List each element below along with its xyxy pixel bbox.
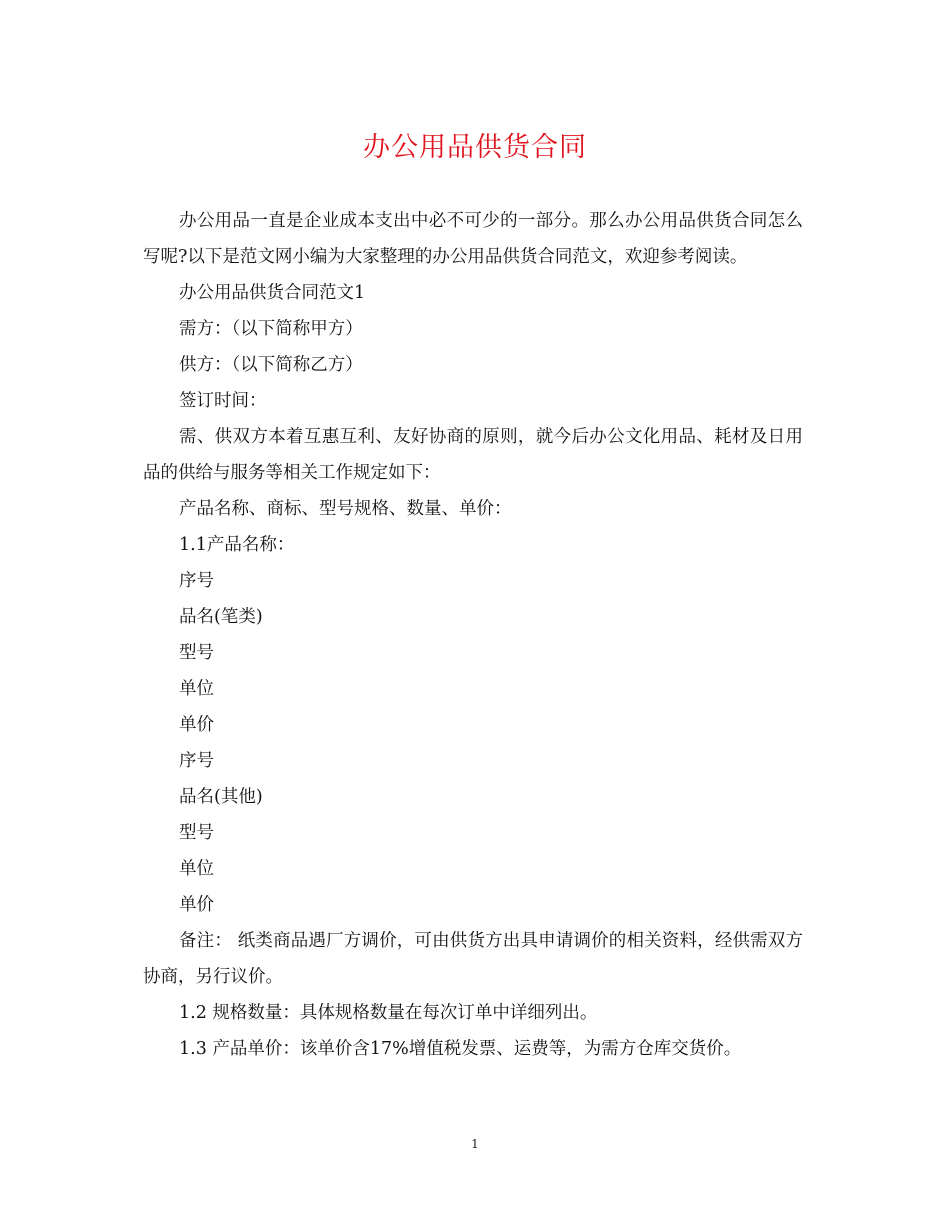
buyer-line: 需方：（以下简称甲方） (179, 319, 363, 339)
table-field-unit: 单位 (179, 679, 214, 699)
page-number: 1 (471, 1137, 479, 1151)
table-field-model: 型号 (179, 823, 214, 843)
signing-time-line: 签订时间： (179, 391, 267, 411)
table-field-price: 单价 (179, 715, 214, 735)
table-field-model: 型号 (179, 643, 214, 663)
sample-heading: 办公用品供货合同范文1 (179, 283, 366, 303)
document-body (143, 203, 803, 1067)
table-field-serial: 序号 (179, 571, 214, 591)
product-info-heading: 产品名称、商标、型号规格、数量、单价： (179, 499, 512, 519)
intro-paragraph: 办公用品一直是企业成本支出中必不可少的一部分。那么办公用品供货合同怎么写呢?以下是范文网小编为大家整理的办公用品供货合同范文，欢迎参考阅读。 (143, 211, 803, 267)
document-title: 办公用品供货合同 (363, 132, 587, 163)
section-1-1: 1.1产品名称： (179, 535, 295, 555)
principle-paragraph: 需、供双方本着互惠互利、友好协商的原则，就今后办公文化用品、耗材及日用品的供给与服务等相关工作规定如下： (143, 427, 803, 483)
table-field-unit: 单位 (179, 859, 214, 879)
remark-paragraph: 备注： 纸类商品遇厂方调价，可由供货方出具申请调价的相关资料，经供需双方协商，另行议价。 (143, 931, 803, 987)
table-field-name-pens: 品名(笔类) (179, 607, 263, 627)
section-1-2: 1.2 规格数量：具体规格数量在每次订单中详细列出。 (179, 1003, 598, 1023)
table-field-price: 单价 (179, 895, 214, 915)
table-field-serial: 序号 (179, 751, 214, 771)
table-field-name-other: 品名(其他) (179, 787, 263, 807)
section-1-3: 1.3 产品单价：该单价含17%增值税发票、运费等，为需方仓库交货价。 (179, 1039, 742, 1059)
supplier-line: 供方：（以下简称乙方） (179, 355, 363, 375)
